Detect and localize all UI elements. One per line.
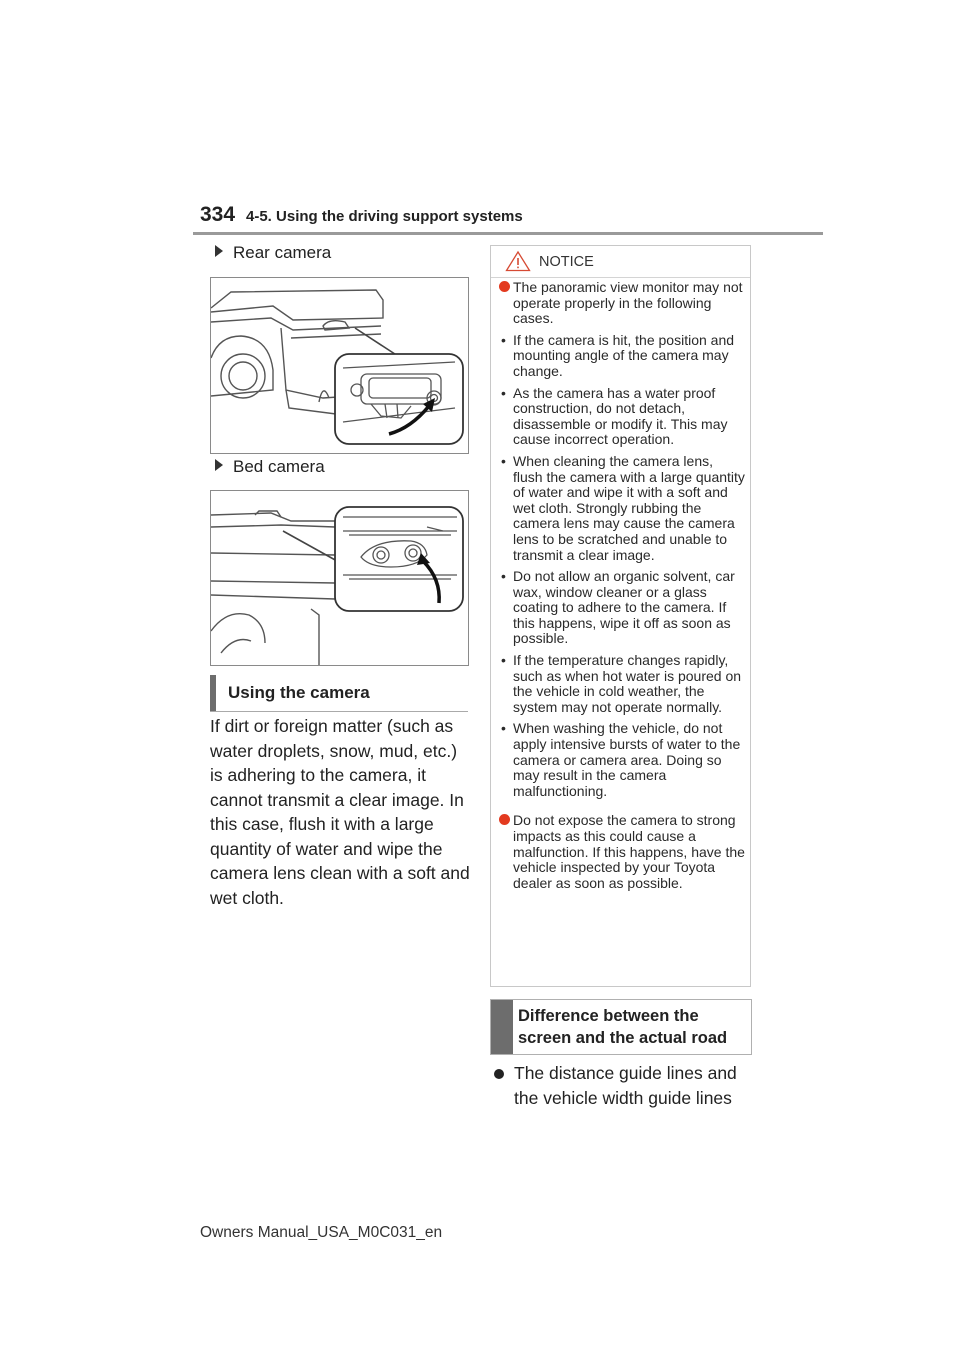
- section-title: 4-5. Using the driving support systems: [246, 208, 523, 225]
- notice-subitem-text: If the camera is hit, the position and mounting angle of the camera may change.: [513, 331, 735, 379]
- bed-camera-label-text: Bed camera: [233, 457, 325, 476]
- notice-title: NOTICE: [539, 254, 594, 270]
- bullet-icon: [494, 1069, 504, 1079]
- notice-item: [499, 280, 745, 327]
- bed-camera-label: [215, 457, 325, 477]
- difference-heading: [490, 999, 752, 1055]
- using-camera-paragraph: If dirt or foreign matter (such as water droplets, snow, mud, etc.) is adhering to the camera, it cannot transmit a clear image. In this case, flush it with a large quantity of water and wipe the camera lens clean with a soft and wet cloth.: [210, 716, 470, 908]
- notice-item-text: The panoramic view monitor may not operate properly in the following cases.: [513, 279, 743, 327]
- guide-lines-text: The distance guide lines and the vehicle width guide lines: [514, 1063, 737, 1108]
- bed-camera-illustration: [210, 490, 469, 666]
- warning-triangle-icon: [505, 250, 531, 272]
- notice-subitem: • If the camera is hit, the position and mounting angle of the camera may change.: [501, 331, 735, 379]
- heading-accent-bar: [491, 1000, 513, 1054]
- notice-subitem: • If the temperature changes rapidly, such as when hot water is poured on the vehicle in cold weather, the system may not operate normally.: [501, 652, 742, 715]
- notice-subitem-text: If the temperature changes rapidly, such as when hot water is poured on the vehicle in cold weather, the system may not operate normally.: [513, 652, 742, 715]
- notice-item: [499, 813, 745, 891]
- notice-subitem-text: When washing the vehicle, do not apply intensive bursts of water to the camera or camera area. Doing so may result in the camera malfunctioning.: [513, 720, 741, 799]
- notice-subitem-text: Do not allow an organic solvent, car wax, window cleaner or a glass coating to adhere to the camera. If this happens, wipe it off as soon as possible.: [513, 568, 735, 647]
- notice-content: [499, 280, 745, 897]
- rear-camera-label: [215, 243, 331, 263]
- rear-camera-illustration: [210, 277, 469, 454]
- notice-subitem-text: As the camera has a water proof construction, do not detach, disassemble or modify it. This may cause incorrect operation.: [513, 384, 728, 448]
- difference-heading-text: Difference between the screen and the actual road: [518, 1007, 728, 1047]
- footer-text: Owners Manual_USA_M0C031_en: [200, 1224, 443, 1241]
- notice-subitem: • When cleaning the camera lens, flush the camera with a large quantity of water and wipe it with a soft and wet cloth. Strongly rubbing the camera lens may cause the camera lens to be scratched and unable to transmit a clear image.: [501, 452, 745, 563]
- notice-subitem: • When washing the vehicle, do not apply intensive bursts of water to the camera or camera area. Doing so may result in the camera malfunctioning.: [501, 720, 741, 799]
- notice-subitem: • As the camera has a water proof construction, do not detach, disassemble or modify it. This may cause incorrect operation.: [501, 384, 728, 448]
- header-divider: [193, 232, 823, 235]
- using-camera-heading-text: Using the camera: [228, 683, 370, 702]
- notice-subitem: • Do not allow an organic solvent, car wax, window cleaner or a glass coating to adhere to the camera. If this happens, wipe it off as soon as possible.: [501, 568, 735, 647]
- guide-lines-item: [494, 1061, 764, 1110]
- notice-subitem-text: When cleaning the camera lens, flush the camera with a large quantity of water and wipe it with a soft and wet cloth. Strongly rubbing the camera lens may cause the camera lens to be scratched and unable to transmit a clear image.: [513, 452, 745, 563]
- red-bullet-icon: [499, 814, 510, 825]
- triangle-bullet-icon: [215, 459, 223, 471]
- notice-box: [490, 245, 751, 987]
- using-camera-heading: [210, 675, 468, 712]
- notice-header: [491, 246, 750, 278]
- rear-camera-label-text: Rear camera: [233, 243, 332, 262]
- notice-item-text: Do not expose the camera to strong impacts as this could cause a malfunction. If this happens, have the vehicle inspected by your Toyota dealer as soon as possible.: [513, 812, 745, 891]
- page-number: 334: [200, 203, 236, 226]
- triangle-bullet-icon: [215, 245, 223, 257]
- red-bullet-icon: [499, 281, 510, 292]
- heading-accent-bar: [210, 675, 216, 711]
